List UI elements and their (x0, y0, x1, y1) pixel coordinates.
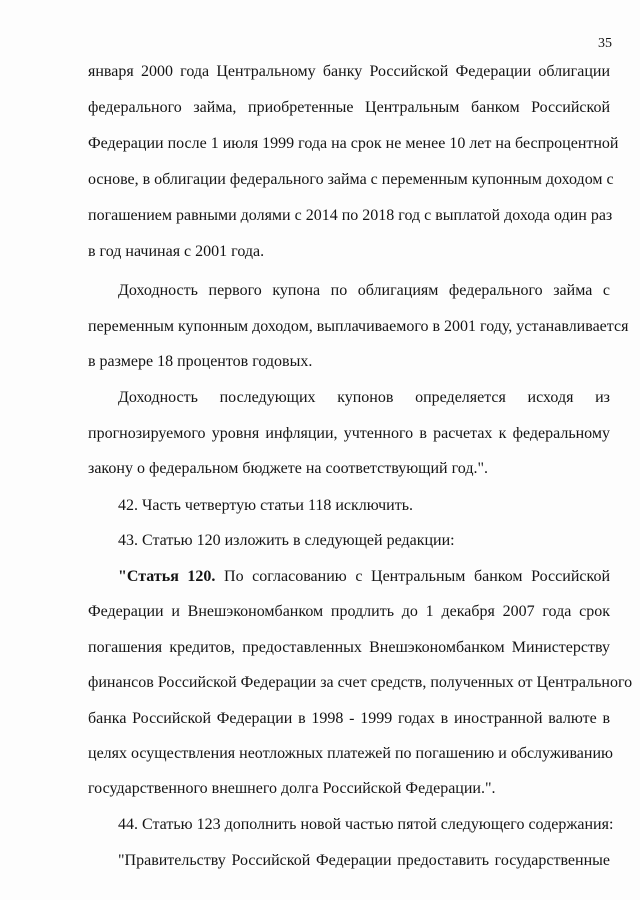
text-line: государственного внешнего долга Российской Федерации.". (88, 780, 496, 797)
text-line: в размере 18 процентов годовых. (88, 353, 313, 370)
text-line: банка Российской Федерации в 1998 - 1999 годах в иностранной валюте в (88, 710, 610, 727)
text-line: "Правительству Российской Федерации предоставить государственные (118, 852, 610, 869)
text-line: Доходность первого купона по облигациям федерального займа с (118, 282, 610, 299)
text-line: января 2000 года Центральному банку Российской Федерации облигации (88, 63, 610, 80)
text-line: погашения кредитов, предоставленных Внешэкономбанком Министерству (88, 639, 610, 656)
text-line: Доходность последующих купонов определяется исходя из (118, 389, 610, 406)
text-line: Федерации и Внешэкономбанком продлить до 1 декабря 2007 года срок (88, 603, 610, 620)
text-line: прогнозируемого уровня инфляции, учтенного в расчетах к федеральному (88, 425, 610, 442)
text-line: закону о федеральном бюджете на соответствующий год.". (88, 460, 488, 477)
text-line: переменным купонным доходом, выплачиваемого в 2001 году, устанавливается (88, 318, 629, 335)
text-line: целях осуществления неотложных платежей по погашению и обслуживанию (88, 745, 613, 762)
text-line: 43. Статью 120 изложить в следующей редакции: (118, 532, 455, 549)
text-line: погашением равными долями с 2014 по 2018 год с выплатой дохода один раз (88, 207, 613, 224)
text-line: федерального займа, приобретенные Центральным банком Российской (88, 99, 610, 116)
text-span: По согласованию с Центральным банком Российской (224, 568, 611, 585)
text-line (118, 567, 610, 587)
article-heading: "Статья 120. (118, 568, 216, 585)
text-line: 42. Часть четвертую статьи 118 исключить. (118, 497, 414, 514)
text-line: финансов Российской Федерации за счет средств, полученных от Центрального (88, 674, 633, 691)
page-number: 35 (598, 36, 612, 51)
text-line: Федерации после 1 июля 1999 года на срок не менее 10 лет на беспроцентной (88, 135, 619, 152)
text-line: 44. Статью 123 дополнить новой частью пятой следующего содержания: (118, 816, 614, 833)
text-line: основе, в облигации федерального займа с переменным купонным доходом с (88, 171, 614, 188)
text-line: в год начиная с 2001 года. (88, 243, 265, 260)
